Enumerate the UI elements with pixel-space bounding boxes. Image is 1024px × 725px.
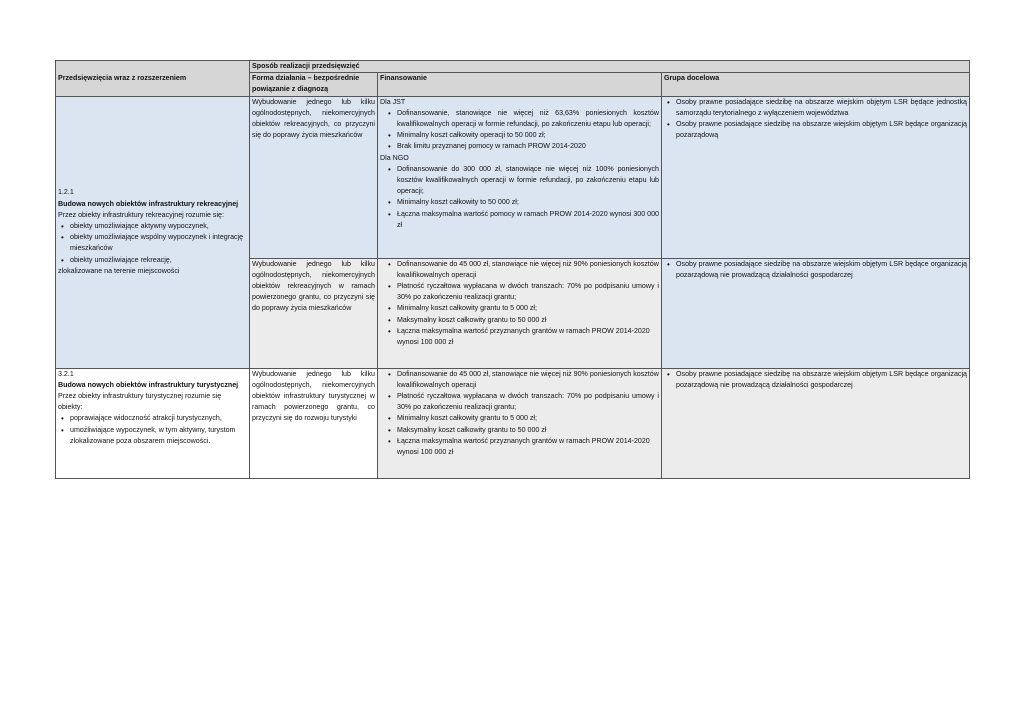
- target-list: [664, 97, 967, 142]
- section1-title: Budowa nowych obiektów infrastruktury rekreacyjnej: [58, 199, 239, 208]
- section2-form: [250, 368, 378, 478]
- list-item: • Maksymalny koszt całkowity grantu to 50 000 zł: [388, 425, 659, 436]
- list-item: • Dofinansowanie do 300 000 zł, stanowiące nie więcej niż 100% poniesionych kosztów kwalifikowalnych operacji w formie refundacji, po zakończeniu etapu lub operacji;: [388, 164, 659, 198]
- list-item: • Osoby prawne posiadające siedzibę na obszarze wiejskim objętym LSR będące organizacją pozarządową: [667, 119, 967, 141]
- section2-intro: Przez obiekty infrastruktury turystycznej rozumie się obiekty:: [58, 392, 222, 412]
- header-financing-label: Finansowanie: [380, 74, 427, 83]
- section2-code: 3.2.1: [58, 369, 74, 378]
- section1-measure: [56, 96, 250, 368]
- list-item: • obiekty umożliwiające rekreację,: [61, 255, 247, 266]
- section1-code: 1.2.1: [58, 188, 74, 197]
- list-item: • Osoby prawne posiadające siedzibę na obszarze wiejskim objętym LSR będące jednostką samorządu terytorialnego z wyłączeniem województwa: [667, 97, 967, 119]
- header-implementation-group: [250, 61, 970, 73]
- section1-financing-a: [378, 96, 662, 258]
- list-item: • umożliwiające wypoczynek, w tym aktywny, turystom zlokalizowane poza obszarem miejscowości.: [61, 425, 247, 447]
- header-form: [250, 73, 378, 96]
- header-measures-label: Przedsięwzięcia wraz z rozszerzeniem: [58, 73, 187, 82]
- section1-outro: zlokalizowane na terenie miejscowości: [58, 266, 180, 275]
- list-item: • Maksymalny koszt całkowity grantu to 50 000 zł: [388, 315, 659, 326]
- financing-list: [380, 259, 659, 349]
- financing-list-jst: [380, 108, 659, 153]
- section1-form-a: [250, 96, 378, 258]
- section1-target-b: [662, 258, 970, 368]
- header-target-group: [662, 73, 970, 96]
- target-list: [664, 259, 967, 281]
- header-form-label: Forma działania – bezpośrednie powiązanie z diagnozą: [252, 74, 360, 94]
- list-item: • Minimalny koszt całkowity grantu to 5 000 zł;: [388, 303, 659, 314]
- section1-list: [58, 221, 247, 266]
- measures-table: [55, 60, 970, 479]
- financing-label-ngo: Dla NGO: [380, 153, 409, 162]
- target-list: [664, 369, 967, 391]
- list-item: • Osoby prawne posiadające siedzibę na obszarze wiejskim objętym LSR będące organizacją pozarządową nie prowadzącą działalności gospodarczej: [667, 369, 967, 391]
- form-text: Wybudowanie jednego lub kilku ogólnodostępnych, niekomercyjnych obiektów infrastruktury turystycznej w ramach powierzonego grantu, co przyczyni się do rozwoju turystyki: [252, 369, 375, 423]
- list-item: • Minimalny koszt całkowity to 50 000 zł;: [388, 197, 659, 208]
- header-row-1: [56, 61, 970, 73]
- section2-measure: [56, 368, 250, 478]
- section2-list: [58, 413, 247, 447]
- form-text: Wybudowanie jednego lub kilku ogólnodostępnych, niekomercyjnych obiektów rekreacyjnych, co przyczyni się do poprawy życia mieszkańców: [252, 97, 375, 140]
- header-group-label: Sposób realizacji przedsięwzięć: [252, 62, 360, 70]
- financing-list-ngo: [380, 164, 659, 231]
- list-item: • Dofinansowanie do 45 000 zł, stanowiące nie więcej niż 90% poniesionych kosztów kwalifikowalnych operacji: [388, 259, 659, 281]
- section1-financing-b: [378, 258, 662, 368]
- section2-title: Budowa nowych obiektów infrastruktury turystycznej: [58, 380, 239, 389]
- list-item: • Brak limitu przyznanej pomocy w ramach PROW 2014-2020: [388, 141, 659, 152]
- section2-financing: [378, 368, 662, 478]
- header-measures: [56, 61, 250, 97]
- list-item: • obiekty umożliwiające aktywny wypoczynek,: [61, 221, 247, 232]
- header-financing: [378, 73, 662, 96]
- list-item: • Minimalny koszt całkowity grantu to 5 000 zł;: [388, 413, 659, 424]
- financing-label-jst: Dla JST: [380, 97, 406, 106]
- section1-row-a: [56, 96, 970, 258]
- section1-target-a: [662, 96, 970, 258]
- list-item: • poprawiające widoczność atrakcji turystycznych,: [61, 413, 247, 424]
- section1-intro: Przez obiekty infrastruktury rekreacyjnej rozumie się:: [58, 210, 224, 219]
- header-target-label: Grupa docelowa: [664, 74, 720, 83]
- list-item: • Minimalny koszt całkowity operacji to 50 000 zł;: [388, 130, 659, 141]
- form-text: Wybudowanie jednego lub kilku ogólnodostępnych, niekomercyjnych obiektów rekreacyjnych w ramach powierzonego grantu, co przyczyni się do poprawy życia mieszkańców: [252, 259, 375, 313]
- section2-row: [56, 368, 970, 478]
- section1-form-b: [250, 258, 378, 368]
- list-item: • Osoby prawne posiadające siedzibę na obszarze wiejskim objętym LSR będące organizacją pozarządową nie prowadzącą działalności gospodarczej: [667, 259, 967, 281]
- list-item: • Płatność ryczałtowa wypłacana w dwóch transzach: 70% po podpisaniu umowy i 30% po zakończeniu realizacji grantu;: [388, 281, 659, 303]
- list-item: • Łączna maksymalna wartość przyznanych grantów w ramach PROW 2014-2020 wynosi 100 000 zł: [388, 326, 659, 348]
- list-item: • Łączna maksymalna wartość przyznanych grantów w ramach PROW 2014-2020 wynosi 100 000 zł: [388, 436, 659, 458]
- list-item: • obiekty umożliwiające wspólny wypoczynek i integrację mieszkańców: [61, 232, 247, 254]
- financing-list: [380, 369, 659, 459]
- list-item: • Dofinansowanie, stanowiące nie więcej niż 63,63% poniesionych kosztów kwalifikowalnych operacji w formie refundacji, po zakończeniu etapu lub operacji;: [388, 108, 659, 130]
- list-item: • Łączna maksymalna wartość pomocy w ramach PROW 2014-2020 wynosi 300 000 zł: [388, 209, 659, 231]
- list-item: • Płatność ryczałtowa wypłacana w dwóch transzach: 70% po podpisaniu umowy i 30% po zakończeniu realizacji grantu;: [388, 391, 659, 413]
- section2-target: [662, 368, 970, 478]
- list-item: • Dofinansowanie do 45 000 zł, stanowiące nie więcej niż 90% poniesionych kosztów kwalifikowalnych operacji: [388, 369, 659, 391]
